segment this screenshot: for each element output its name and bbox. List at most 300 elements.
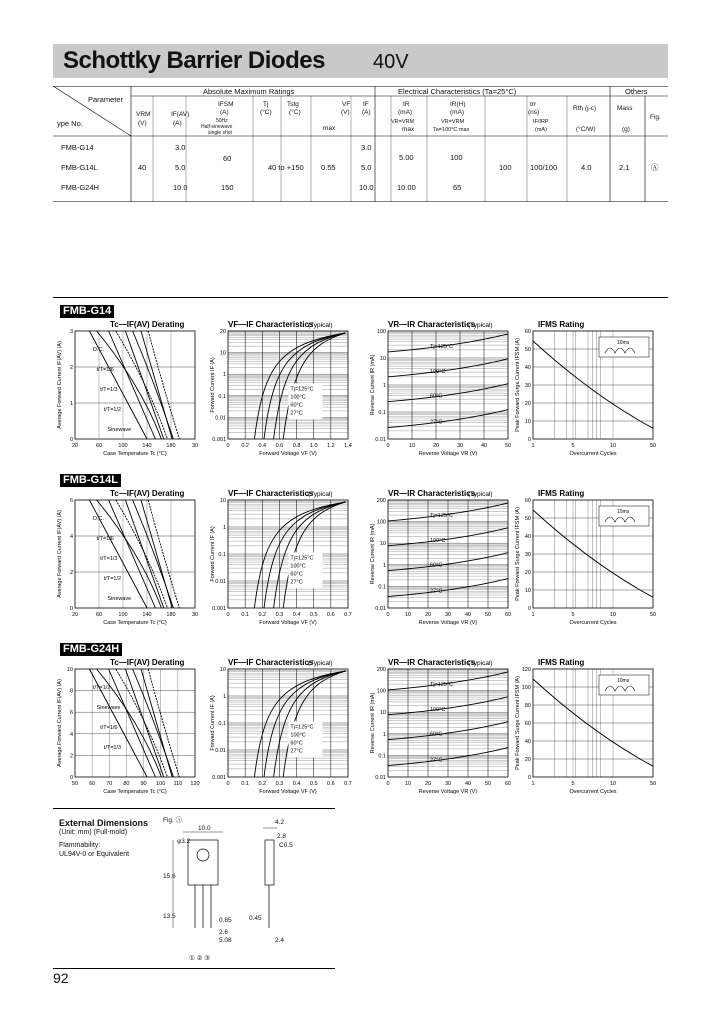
- y-tick-label: 0.1: [218, 552, 226, 558]
- x-tick-label: 5: [571, 781, 575, 787]
- chart-title: VR—IR Characteristics: [388, 320, 476, 329]
- hdr-vf-max: max: [323, 125, 336, 132]
- chart-title: VF—IF Characteristics: [228, 320, 314, 329]
- x-tick-label: 20: [432, 443, 440, 449]
- curve-label: 27°C: [430, 419, 443, 426]
- x-tick-label: 50: [484, 612, 492, 618]
- y-axis-label: Peak Forward Surge Current IFSM (A): [515, 507, 521, 601]
- y-tick-label: 0.001: [212, 437, 226, 443]
- pin-labels: ① ② ③: [189, 955, 211, 962]
- x-tick-label: 50: [504, 443, 512, 449]
- y-tick-label: 0: [527, 775, 531, 781]
- row-if-2: 5.0: [361, 163, 372, 172]
- y-axis-label: Average Forward Current IF(AV) (A): [57, 510, 63, 598]
- x-axis-label: Overcurrent Cycles: [569, 451, 617, 457]
- mounting-hole: [197, 849, 209, 861]
- curve-label: 27°C: [430, 588, 443, 595]
- dim-24: 2.4: [275, 937, 285, 944]
- row-if-1: 3.0: [361, 143, 372, 152]
- x-tick-label: 0.4: [292, 612, 301, 618]
- row-ir-3: 10.00: [397, 183, 416, 192]
- y-tick-label: 20: [524, 401, 531, 407]
- y-tick-label: 100: [376, 688, 386, 695]
- row-type-3: FMB-G24H: [61, 183, 99, 192]
- y-tick-label: 1: [382, 562, 386, 569]
- ext-title: External Dimensions: [59, 818, 149, 828]
- y-tick-label: 10: [66, 667, 73, 673]
- shared-tj-tstg: 40 to +150: [268, 163, 304, 172]
- curve-label: Tj=125°C: [430, 512, 454, 519]
- curve-label: t/T=1/2: [103, 407, 122, 413]
- y-axis-label: Average Forward Current IF(AV) (A): [57, 679, 63, 767]
- derating-line: [125, 500, 163, 608]
- x-axis-label: Case Temperature Tc (°C): [103, 620, 167, 626]
- y-tick-label: 0.01: [215, 415, 226, 422]
- y-tick-label: 20: [524, 757, 531, 763]
- hdr-mass: Mass: [617, 105, 633, 112]
- y-tick-label: 40: [524, 365, 531, 371]
- y-tick-label: 1: [69, 401, 73, 407]
- hdr-ifav: IF(AV): [171, 111, 190, 118]
- chart-vfif: [210, 320, 352, 457]
- y-tick-label: 100: [376, 519, 386, 526]
- y-tick-label: 10: [524, 419, 531, 425]
- x-axis-label: Overcurrent Cycles: [569, 620, 617, 626]
- row-if-3: 10.0: [359, 183, 374, 192]
- x-tick-label: 10: [408, 443, 416, 449]
- y-tick-label: 8: [69, 688, 73, 695]
- hdr-if-unit: (A): [362, 109, 371, 116]
- x-tick-label: 1.0: [309, 443, 318, 449]
- hdr-tstg: Tstg: [287, 101, 299, 108]
- y-tick-label: 40: [524, 534, 531, 540]
- chart-title: VR—IR Characteristics: [388, 658, 476, 667]
- hdr-mass-unit: (g): [622, 126, 630, 133]
- dim-28: 2.8: [277, 833, 287, 840]
- y-tick-label: 30: [524, 552, 531, 558]
- y-tick-label: 0.1: [378, 753, 386, 760]
- chart-vfif: [210, 489, 352, 626]
- x-tick-label: 60: [504, 781, 512, 787]
- y-tick-label: 200: [376, 498, 386, 504]
- curve-label: Sinewave: [107, 596, 132, 602]
- hdr-if: IF: [363, 101, 369, 108]
- x-tick-label: 100: [156, 781, 166, 787]
- legend-item: 27°C: [290, 579, 303, 586]
- y-tick-label: 60: [524, 329, 531, 335]
- chart-vrir: [370, 320, 511, 457]
- type-label: ype No.: [57, 119, 83, 128]
- curve-label: 100°C: [430, 368, 446, 375]
- curve-label: t/T=1/2: [93, 685, 111, 691]
- y-tick-label: 60: [524, 498, 531, 504]
- y-axis-label: Reverse Current IR (mA): [370, 692, 376, 754]
- curve-label: t/T=1/6: [100, 725, 118, 731]
- y-tick-label: 0.01: [215, 579, 226, 585]
- derating-curve: [97, 331, 162, 439]
- x-tick-label: 0.2: [241, 443, 249, 449]
- curve-label: t/T=1/3: [100, 387, 118, 393]
- chart-title: IFMS Rating: [538, 489, 585, 498]
- x-axis-label: Case Temperature Tc (°C): [103, 451, 167, 457]
- x-tick-label: 10: [609, 781, 617, 787]
- curve-label: D.C.: [93, 516, 104, 522]
- curve-label: t/T=1/6: [96, 367, 114, 373]
- y-axis-label: Peak Forward Surge Current IFSM (A): [515, 676, 521, 770]
- chart-typ: (Typical): [468, 660, 493, 667]
- y-tick-label: 10: [379, 541, 386, 548]
- x-tick-label: 0: [386, 781, 390, 787]
- y-tick-label: 10: [379, 356, 386, 362]
- footer-divider: [53, 968, 335, 969]
- x-tick-label: 40: [464, 612, 472, 618]
- y-tick-label: 100: [521, 685, 531, 691]
- title-bar: [53, 44, 668, 78]
- plot-frame: [228, 331, 348, 439]
- shared-vf: 0.55: [321, 163, 336, 172]
- derating-curve: [97, 500, 162, 608]
- inset-label: 10ms: [617, 509, 630, 515]
- chart-typ: (Typical): [468, 491, 493, 498]
- y-tick-label: 50: [524, 516, 531, 522]
- hdr-rth-unit: (°C/W): [576, 126, 596, 133]
- chart-title: VF—IF Characteristics: [228, 489, 314, 498]
- x-tick-label: 90: [140, 781, 147, 787]
- chart-ifsm: [515, 489, 656, 626]
- x-tick-label: 10: [609, 443, 617, 449]
- y-tick-label: 4: [69, 731, 73, 738]
- section-fmb-g14l: [53, 474, 668, 634]
- section-label: FMB-G14L: [60, 474, 121, 487]
- chart-vrir: [370, 489, 511, 626]
- package-side: [265, 840, 274, 885]
- y-axis-label: Average Forward Current IF(AV) (A): [57, 341, 63, 429]
- curve-label: Sinewave: [96, 705, 121, 711]
- curve-label: 60°C: [430, 393, 443, 400]
- hdr-trr-cond-unit: (mA): [535, 127, 547, 133]
- x-tick-label: 50: [484, 781, 492, 787]
- x-tick-label: 0.7: [344, 781, 352, 787]
- hdr-rth: Rth (j-c): [573, 105, 597, 112]
- curve-label: 60°C: [430, 562, 443, 569]
- derating-curve: [116, 669, 168, 777]
- curve-label: 60°C: [430, 731, 443, 738]
- row-ifav-2: 5.0: [175, 163, 186, 172]
- hdr-trr: trr: [530, 101, 537, 108]
- x-tick-label: 0.5: [309, 612, 318, 618]
- dim-thick: 4.2: [275, 819, 285, 826]
- x-tick-label: 30: [191, 443, 199, 449]
- x-tick-label: 1.4: [344, 443, 352, 449]
- x-axis-label: Reverse Voltage VR (V): [418, 451, 478, 457]
- chart-vrir: [370, 658, 511, 795]
- derating-line: [141, 669, 172, 777]
- y-axis-label: Peak Forward Surge Current IFSM (A): [515, 338, 521, 432]
- x-tick-label: 20: [424, 781, 432, 787]
- x-axis-label: Overcurrent Cycles: [569, 789, 617, 795]
- x-tick-label: 20: [424, 612, 432, 618]
- x-axis-label: Reverse Voltage VR (V): [418, 620, 478, 626]
- voltage-rating: 40V: [373, 51, 409, 73]
- spec-table-text: [53, 86, 668, 202]
- x-tick-label: 110: [173, 781, 183, 787]
- section-fmb-g24h: [53, 643, 668, 803]
- hdr-ifsm-note1: 50Hz: [216, 118, 228, 124]
- x-tick-label: 0.5: [309, 781, 318, 787]
- hdr-ifsm: IFSM: [218, 101, 234, 108]
- y-tick-label: 6: [69, 498, 73, 504]
- hdr-ir-unit: (mA): [398, 109, 413, 116]
- y-tick-label: 2: [69, 570, 73, 576]
- y-tick-label: 0.01: [375, 437, 386, 443]
- y-tick-label: 1: [222, 525, 226, 531]
- ext-flam-label: Flammability:: [59, 842, 101, 849]
- y-tick-label: 0.01: [215, 748, 226, 754]
- y-tick-label: 1: [382, 383, 386, 389]
- shared-rth: 4.0: [581, 163, 592, 172]
- x-tick-label: 0.1: [241, 781, 249, 787]
- external-dimensions: [53, 810, 335, 970]
- y-tick-label: 0.1: [378, 584, 386, 591]
- legend-item: 27°C: [290, 410, 303, 417]
- chart-title: IFMS Rating: [538, 320, 585, 329]
- x-tick-label: 140: [142, 443, 152, 449]
- y-tick-label: 30: [524, 383, 531, 389]
- x-tick-label: 70: [106, 781, 113, 787]
- y-axis-label: Forward Current IF (A): [210, 357, 216, 413]
- curve-label: Tj=125°C: [430, 343, 454, 350]
- chart-title: Tc—IF(AV) Derating: [110, 658, 185, 667]
- x-tick-label: 1: [531, 612, 535, 618]
- y-tick-label: 50: [524, 347, 531, 353]
- hdr-vf: VF: [342, 101, 351, 108]
- derating-curve: [116, 500, 168, 608]
- x-tick-label: 5: [571, 612, 575, 618]
- x-tick-label: 10: [404, 612, 412, 618]
- derating-line: [109, 500, 156, 608]
- x-axis-label: Case Temperature Tc (°C): [103, 789, 167, 795]
- y-tick-label: 200: [376, 667, 386, 673]
- derating-line: [109, 331, 156, 439]
- x-tick-label: 0: [386, 443, 390, 449]
- x-tick-label: 100: [118, 443, 128, 449]
- chart-typ: (Typical): [308, 491, 333, 498]
- section-charts: [53, 474, 668, 634]
- group-electrical: Electrical Characteristics (Ta=25°C): [398, 87, 517, 96]
- y-tick-label: 2: [69, 365, 73, 371]
- derating-line: [141, 500, 172, 608]
- ir-curve: [388, 410, 508, 428]
- x-tick-label: 140: [142, 612, 152, 618]
- row-ifav-1: 3.0: [175, 143, 186, 152]
- chart-title: Tc—IF(AV) Derating: [110, 489, 185, 498]
- chart-derating: [57, 489, 198, 626]
- chart-ifsm: [515, 320, 656, 457]
- ir-curve: [388, 359, 508, 377]
- x-tick-label: 60: [89, 781, 96, 787]
- x-tick-label: 60: [95, 443, 103, 449]
- chart-title: IFMS Rating: [538, 658, 585, 667]
- x-tick-label: 30: [191, 612, 199, 618]
- x-tick-label: 0.3: [275, 612, 284, 618]
- inset-label: 10ms: [617, 678, 630, 684]
- x-tick-label: 80: [123, 781, 130, 787]
- x-tick-label: 100: [118, 612, 128, 618]
- shared-mass: 2.1: [619, 163, 630, 172]
- x-tick-label: 5: [571, 443, 575, 449]
- chart-ifsm: [515, 658, 656, 795]
- x-tick-label: 50: [649, 443, 657, 449]
- y-tick-label: 0.001: [212, 775, 226, 781]
- chart-title: VF—IF Characteristics: [228, 658, 314, 667]
- y-tick-label: 0.01: [375, 775, 386, 781]
- y-tick-label: 60: [524, 721, 531, 727]
- dim-085: 0.85: [219, 917, 232, 924]
- hdr-tj: Tj: [263, 101, 269, 108]
- x-tick-label: 0: [386, 612, 390, 618]
- y-tick-label: 6: [69, 710, 73, 717]
- y-tick-label: 10: [219, 667, 226, 673]
- x-axis-label: Reverse Voltage VR (V): [418, 789, 478, 795]
- y-tick-label: 1: [222, 694, 226, 700]
- legend-item: Tj=125°C: [290, 724, 314, 731]
- curve-label: t/T=1/2: [103, 576, 122, 582]
- page-title: Schottky Barrier Diodes: [63, 47, 325, 74]
- x-tick-label: 40: [464, 781, 472, 787]
- derating-curve: [148, 669, 179, 777]
- x-tick-label: 10: [609, 612, 617, 618]
- x-tick-label: 60: [504, 612, 512, 618]
- spec-table: [53, 86, 668, 202]
- y-tick-label: 0: [527, 606, 531, 612]
- x-tick-label: 0.2: [258, 612, 267, 618]
- hdr-ir: IR: [403, 101, 410, 108]
- x-tick-label: 120: [190, 781, 200, 787]
- ext-unit: (Unit: mm) (Full-mold): [59, 829, 128, 836]
- y-tick-label: 0: [69, 775, 73, 781]
- y-tick-label: 100: [376, 329, 386, 335]
- y-tick-label: 1: [382, 731, 386, 738]
- hdr-fig: Fig.: [650, 114, 661, 121]
- row-type-1: FMB-G14: [61, 143, 94, 152]
- x-tick-label: 1: [531, 443, 535, 449]
- shared-vrm: 40: [138, 163, 147, 172]
- y-tick-label: 20: [219, 329, 226, 335]
- section-divider: [53, 297, 668, 298]
- x-tick-label: 60: [95, 612, 103, 618]
- y-tick-label: 0: [69, 437, 73, 443]
- section-label: FMB-G14: [60, 305, 114, 318]
- hdr-ifsm-note3: single shot: [208, 130, 232, 136]
- hdr-irh-cond: VR=VRM: [441, 119, 465, 125]
- legend-item: 60°C: [290, 402, 303, 409]
- x-tick-label: 0.4: [258, 443, 267, 449]
- curve-label: Sinewave: [107, 427, 132, 433]
- x-tick-label: 30: [456, 443, 464, 449]
- y-tick-label: 3: [69, 329, 73, 335]
- chart-title: Tc—IF(AV) Derating: [110, 320, 185, 329]
- x-tick-label: 0: [226, 443, 230, 449]
- x-tick-label: 0: [226, 781, 230, 787]
- x-tick-label: 0.6: [275, 443, 284, 449]
- y-axis-label: Reverse Current IR (mA): [370, 354, 376, 416]
- legend-item: 100°C: [290, 732, 306, 739]
- x-tick-label: 0.6: [327, 781, 335, 787]
- hdr-vrm: VRM: [136, 111, 151, 118]
- x-tick-label: 30: [444, 781, 452, 787]
- row-ifsm-3: 150: [221, 183, 234, 192]
- x-axis-label: Forward Voltage VF (V): [259, 620, 317, 626]
- x-axis-label: Forward Voltage VF (V): [259, 789, 317, 795]
- x-tick-label: 180: [166, 443, 176, 449]
- hdr-irh-unit: (mA): [450, 109, 465, 116]
- hdr-trr-unit: (ns): [528, 109, 540, 116]
- x-tick-label: 180: [166, 612, 176, 618]
- y-tick-label: 80: [524, 703, 531, 709]
- hdr-tstg-unit: (°C): [289, 109, 301, 116]
- dim-chamfer: C0.5: [279, 842, 293, 849]
- curve-label: t/T=1/3: [103, 745, 122, 751]
- y-tick-label: 10: [219, 350, 226, 357]
- x-tick-label: 50: [71, 781, 79, 787]
- curve-label: Tj=125°C: [430, 681, 454, 688]
- x-tick-label: 0: [226, 612, 230, 618]
- y-axis-label: Reverse Current IR (mA): [370, 523, 376, 585]
- y-tick-label: 2: [69, 753, 73, 760]
- hdr-vf-unit: (V): [341, 109, 350, 116]
- x-tick-label: 0.2: [258, 781, 267, 787]
- hdr-vrm-unit: (V): [138, 120, 147, 127]
- chart-typ: (Typical): [308, 322, 333, 329]
- y-axis-label: Forward Current IF (A): [210, 695, 216, 751]
- legend-item: 27°C: [290, 748, 303, 755]
- x-tick-label: 0.6: [327, 612, 335, 618]
- x-tick-label: 0.3: [275, 781, 284, 787]
- chart-vfif: [210, 658, 352, 795]
- derating-curve: [148, 331, 179, 439]
- ext-flam-value: UL94V-0 or Equivalent: [59, 851, 130, 858]
- y-tick-label: 10: [524, 588, 531, 594]
- x-tick-label: 50: [649, 781, 657, 787]
- chart-derating: [57, 320, 198, 457]
- group-absolute: Absolute Maximum Ratings: [203, 87, 295, 96]
- y-tick-label: 4: [69, 534, 73, 540]
- ext-fig: Fig. Ⓐ: [163, 817, 183, 824]
- x-tick-label: 10: [404, 781, 412, 787]
- section-fmb-g14: [53, 305, 668, 465]
- dim-135: 13.5: [163, 913, 176, 920]
- legend-item: 60°C: [290, 571, 303, 578]
- hdr-ifav-unit: (A): [173, 120, 182, 127]
- x-tick-label: 20: [71, 443, 79, 449]
- y-tick-label: 0: [69, 606, 73, 612]
- dim-hole: φ3.2: [177, 838, 191, 845]
- hdr-tj-unit: (°C): [260, 109, 272, 116]
- row-type-2: FMB-G14L: [61, 163, 98, 172]
- section-charts: [53, 305, 668, 465]
- derating-line: [141, 331, 172, 439]
- ext-divider: [53, 808, 335, 809]
- chart-title: VR—IR Characteristics: [388, 489, 476, 498]
- hdr-irh: IR(H): [450, 101, 466, 108]
- chart-derating: [57, 658, 200, 795]
- hdr-trr-cond: IF/IRP: [533, 119, 549, 125]
- legend-item: 60°C: [290, 740, 303, 747]
- y-tick-label: 0: [527, 437, 531, 443]
- page-number: 92: [53, 970, 69, 986]
- x-tick-label: 0.1: [241, 612, 249, 618]
- chart-typ: (Typical): [308, 660, 333, 667]
